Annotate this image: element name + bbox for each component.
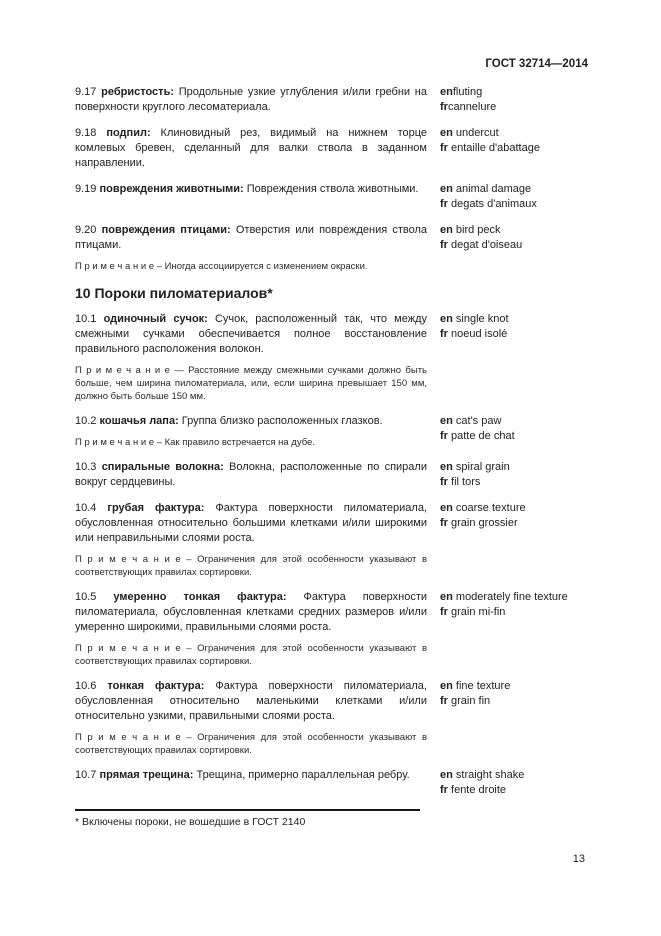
fr-label: fr xyxy=(440,476,448,488)
en-term: moderately fine texture xyxy=(455,591,568,603)
entry-number: 9.18 xyxy=(75,127,97,139)
entry-definition-text: Фактура поверхности пиломатериала, обусловленная относительно большими клетками и/или широкими или неправильными слоями роста. xyxy=(75,502,427,544)
entry-translation-en xyxy=(440,460,588,475)
entry-definition-text: Клиновидный рез, видимый на нижнем торце комлевых бревен, сделанный для валки ствола в заданном направлении. xyxy=(75,127,428,169)
en-term: undercut xyxy=(455,127,499,139)
en-label: en xyxy=(440,769,453,781)
entry-translation-en xyxy=(440,312,588,327)
entry-translation-en xyxy=(440,590,588,605)
entry-left-column xyxy=(75,768,427,783)
en-label: en xyxy=(440,461,453,473)
footnote-text: * Включены пороки, не вошедшие в ГОСТ 2140 xyxy=(75,816,306,828)
term-entry xyxy=(75,126,588,171)
fr-term: grain mi-fin xyxy=(451,606,506,618)
entry-number: 10.1 xyxy=(75,313,97,325)
entry-definition-text: Отверстия или повреждения ствола птицами. xyxy=(75,224,427,251)
fr-label: fr xyxy=(440,695,448,707)
entry-left-column xyxy=(75,223,427,273)
entry-translation-en xyxy=(440,223,588,238)
fr-label: fr xyxy=(440,328,448,340)
entry-note: П р и м е ч а н и е — Расстояние между смежными сучками должно быть больше, чем ширина пиломатериала, или, если ширина превышает 150 мм, должно быть больше 150 мм. xyxy=(75,365,427,402)
fr-label: fr xyxy=(440,239,448,251)
entry-definition-text: Продольные узкие углубления и/или гребни на поверхности круглого лесоматериала. xyxy=(75,86,427,113)
term-entry xyxy=(75,679,588,757)
entry-left-column xyxy=(75,460,427,490)
fr-label: fr xyxy=(440,198,448,210)
fr-label: fr xyxy=(440,430,448,442)
entry-number: 9.20 xyxy=(75,224,97,236)
en-term: cat's paw xyxy=(455,415,502,427)
entry-translations xyxy=(427,182,588,212)
entry-note: П р и м е ч а н и е – Ограничения для этой особенности указывают в соответствующих правилах сортировки. xyxy=(75,554,427,578)
footnote-block xyxy=(75,809,588,829)
en-label: en xyxy=(440,680,453,692)
entry-number: 10.4 xyxy=(75,502,97,514)
entry-definition xyxy=(75,126,427,171)
en-term: coarse texture xyxy=(455,502,526,514)
entry-definition-text: Сучок, расположенный так, что между смежными сучками обеспечивается полное восстановление правильного расположения волокон. xyxy=(75,313,427,355)
entry-left-column xyxy=(75,182,427,197)
entry-definition xyxy=(75,590,427,635)
entry-definition-text: Фактура поверхности пиломатериала, обусловленная клетками средних размеров и/или умеренно широкими, правильными слоями роста. xyxy=(75,591,427,633)
en-label: en xyxy=(440,183,453,195)
entry-translations xyxy=(427,460,588,490)
entry-definition-text: Повреждения ствола животными. xyxy=(246,183,419,195)
entry-definition xyxy=(75,182,427,197)
entry-translations xyxy=(427,590,588,620)
entry-number: 10.2 xyxy=(75,415,97,427)
en-term: animal damage xyxy=(455,183,532,195)
entry-left-column xyxy=(75,312,427,403)
en-term: spiral grain xyxy=(455,461,510,473)
fr-term: entaille d'abattage xyxy=(451,142,540,154)
entry-number: 9.17 xyxy=(75,86,97,98)
doc-code-header: ГОСТ 32714—2014 xyxy=(485,58,588,70)
entry-translation-fr xyxy=(440,783,588,798)
entry-left-column xyxy=(75,501,427,579)
entry-translations xyxy=(427,312,588,342)
section-heading: 10 Пороки пиломатериалов* xyxy=(75,285,273,301)
entry-term: умеренно тонкая фактура: xyxy=(113,591,287,603)
fr-term: grain grossier xyxy=(451,517,518,529)
entry-definition xyxy=(75,312,427,357)
page-number: 13 xyxy=(572,853,585,865)
fr-term: noeud isolé xyxy=(451,328,508,340)
fr-label: fr xyxy=(440,101,448,113)
term-entry xyxy=(75,223,588,273)
entry-translation-en xyxy=(440,182,588,197)
entry-translation-en xyxy=(440,414,588,429)
fr-term: fente droite xyxy=(451,784,507,796)
entry-definition-text: Трещина, примерно параллельная ребру. xyxy=(196,769,410,781)
entry-translation-fr xyxy=(440,429,588,444)
entry-translation-en xyxy=(440,679,588,694)
entry-definition xyxy=(75,414,427,429)
en-label: en xyxy=(440,591,453,603)
entry-translations xyxy=(427,768,588,798)
entry-number: 10.6 xyxy=(75,680,97,692)
fr-term: cannelure xyxy=(447,101,497,113)
entry-translation-fr xyxy=(440,197,588,212)
fr-term: grain fin xyxy=(451,695,491,707)
entry-number: 10.7 xyxy=(75,769,97,781)
en-label: en xyxy=(440,127,453,139)
entry-definition xyxy=(75,460,427,490)
entry-left-column xyxy=(75,126,427,171)
term-entry xyxy=(75,182,588,212)
entry-translation-fr xyxy=(440,605,588,620)
fr-label: fr xyxy=(440,784,448,796)
en-term: bird peck xyxy=(455,224,501,236)
entry-term: грубая фактура: xyxy=(107,502,205,514)
en-term: fluting xyxy=(452,86,483,98)
entry-term: кошачья лапа: xyxy=(99,415,179,427)
entry-translations xyxy=(427,414,588,444)
entry-term: подпил: xyxy=(106,127,151,139)
term-entry xyxy=(75,85,588,115)
fr-term: patte de chat xyxy=(451,430,515,442)
entry-note: П р и м е ч а н и е – Ограничения для этой особенности указывают в соответствующих правилах сортировки. xyxy=(75,643,427,667)
entry-definition xyxy=(75,223,427,253)
fr-label: fr xyxy=(440,142,448,154)
entry-left-column xyxy=(75,590,427,668)
entry-translations xyxy=(427,501,588,531)
term-entry xyxy=(75,414,588,449)
en-term: straight shake xyxy=(455,769,525,781)
en-label: en xyxy=(440,313,453,325)
entry-translation-fr xyxy=(440,516,588,531)
en-label: en xyxy=(440,86,453,98)
entry-term: тонкая фактура: xyxy=(107,680,205,692)
section-9-entries xyxy=(75,85,588,273)
entry-translations xyxy=(427,679,588,709)
entry-number: 10.3 xyxy=(75,461,97,473)
entry-left-column xyxy=(75,414,427,449)
entry-translation-en xyxy=(440,85,588,100)
entry-note: П р и м е ч а н и е – Иногда ассоциируется с изменением окраски. xyxy=(75,261,368,272)
entry-translation-fr xyxy=(440,238,588,253)
entry-definition-text: Фактура поверхности пиломатериала, обусловленная относительно маленькими клетками и/или относительно узкими, правильными слоями роста. xyxy=(75,680,427,722)
entry-translation-fr xyxy=(440,475,588,490)
en-label: en xyxy=(440,415,453,427)
entry-translation-en xyxy=(440,126,588,141)
entry-definition-text: Волокна, расположенные по спирали вокруг сердцевины. xyxy=(75,461,427,488)
en-term: single knot xyxy=(455,313,509,325)
en-label: en xyxy=(440,224,453,236)
entry-number: 9.19 xyxy=(75,183,97,195)
entry-term: повреждения птицами: xyxy=(101,224,231,236)
fr-term: degat d'oiseau xyxy=(451,239,523,251)
entry-left-column xyxy=(75,679,427,757)
entry-term: повреждения животными: xyxy=(99,183,244,195)
term-entry xyxy=(75,460,588,490)
entry-translation-en xyxy=(440,768,588,783)
entry-translations xyxy=(427,85,588,115)
entry-translations xyxy=(427,223,588,253)
entry-translations xyxy=(427,126,588,156)
entry-number: 10.5 xyxy=(75,591,97,603)
entry-definition xyxy=(75,768,427,783)
entry-translation-en xyxy=(440,501,588,516)
entry-term: ребристость: xyxy=(101,86,174,98)
fr-term: fil tors xyxy=(451,476,481,488)
entry-translation-fr xyxy=(440,694,588,709)
term-entry xyxy=(75,501,588,579)
term-entry xyxy=(75,312,588,403)
en-term: fine texture xyxy=(455,680,511,692)
fr-label: fr xyxy=(440,517,448,529)
term-entry xyxy=(75,768,588,798)
en-label: en xyxy=(440,502,453,514)
entry-term: прямая трещина: xyxy=(99,769,194,781)
fr-term: degats d'animaux xyxy=(451,198,537,210)
entry-left-column xyxy=(75,85,427,115)
entry-term: спиральные волокна: xyxy=(101,461,224,473)
entry-definition-text: Группа близко расположенных глазков. xyxy=(181,415,383,427)
fr-label: fr xyxy=(440,606,448,618)
section-10-entries xyxy=(75,312,588,798)
entry-note: П р и м е ч а н и е – Как правило встречается на дубе. xyxy=(75,437,315,448)
footnote-rule xyxy=(75,809,420,811)
term-entry xyxy=(75,590,588,668)
entry-term: одиночный сучок: xyxy=(103,313,208,325)
entry-translation-fr xyxy=(440,327,588,342)
entry-definition xyxy=(75,679,427,724)
entry-translation-fr xyxy=(440,141,588,156)
entry-definition xyxy=(75,85,427,115)
entry-translation-fr xyxy=(440,100,588,115)
entry-note: П р и м е ч а н и е – Ограничения для этой особенности указывают в соответствующих правилах сортировки. xyxy=(75,732,427,756)
entry-definition xyxy=(75,501,427,546)
